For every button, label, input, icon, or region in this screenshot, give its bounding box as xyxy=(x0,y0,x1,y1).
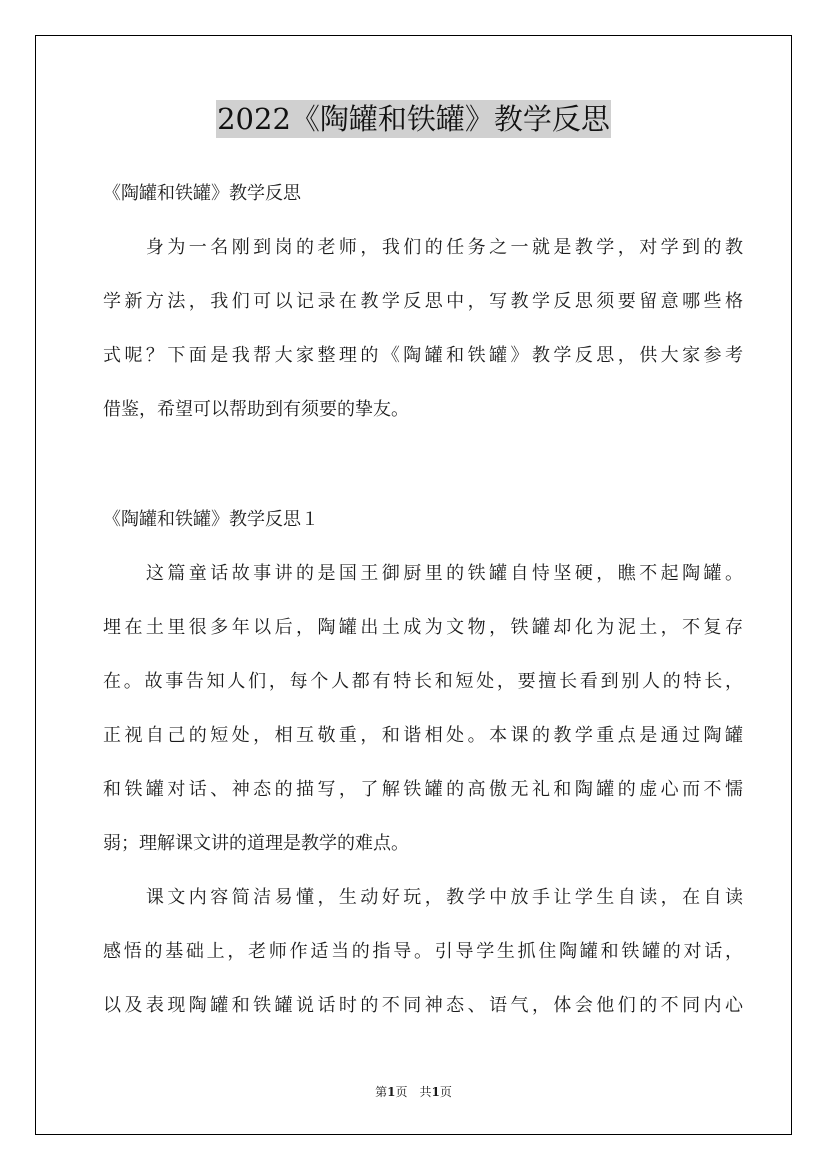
section-heading: 《陶罐和铁罐》教学反思１ xyxy=(103,509,319,530)
intro-line: 身为一名刚到岗的老师，我们的任务之一就是教学，对学到的教 xyxy=(103,237,743,258)
title-container xyxy=(0,100,827,138)
paragraph-line: 埋在土里很多年以后，陶罐出土成为文物，铁罐却化为泥土，不复存 xyxy=(103,617,743,638)
paragraph-line: 弱；理解课文讲的道理是教学的难点。 xyxy=(103,833,409,854)
document-title: 2022《陶罐和铁罐》教学反思 xyxy=(217,102,610,136)
paragraph-line: 以及表现陶罐和铁罐说话时的不同神态、语气，体会他们的不同内心 xyxy=(103,995,743,1016)
footer-mid: 页 共 xyxy=(395,1085,432,1099)
footer-page-number: 1 xyxy=(387,1085,396,1099)
subtitle: 《陶罐和铁罐》教学反思 xyxy=(103,183,301,204)
paragraph-line: 这篇童话故事讲的是国王御厨里的铁罐自恃坚硬，瞧不起陶罐。 xyxy=(103,563,743,584)
paragraph-line: 感悟的基础上，老师作适当的指导。引导学生抓住陶罐和铁罐的对话， xyxy=(103,941,743,962)
intro-line: 式呢？下面是我帮大家整理的《陶罐和铁罐》教学反思，供大家参考 xyxy=(103,345,743,366)
footer-suffix: 页 xyxy=(439,1085,452,1099)
footer-prefix: 第 xyxy=(375,1085,388,1099)
page-footer xyxy=(0,1083,827,1100)
paragraph-line: 课文内容简洁易懂，生动好玩，教学中放手让学生自读，在自读 xyxy=(103,887,743,908)
intro-line: 借鉴，希望可以帮助到有须要的挚友。 xyxy=(103,399,409,420)
paragraph-line: 在。故事告知人们，每个人都有特长和短处，要擅长看到别人的特长， xyxy=(103,671,743,692)
intro-line: 学新方法，我们可以记录在教学反思中，写教学反思须要留意哪些格 xyxy=(103,291,743,312)
footer-page-total: 1 xyxy=(431,1085,440,1099)
paragraph-line: 正视自己的短处，相互敬重，和谐相处。本课的教学重点是通过陶罐 xyxy=(103,725,743,746)
paragraph-line: 和铁罐对话、神态的描写，了解铁罐的高傲无礼和陶罐的虚心而不懦 xyxy=(103,779,743,800)
